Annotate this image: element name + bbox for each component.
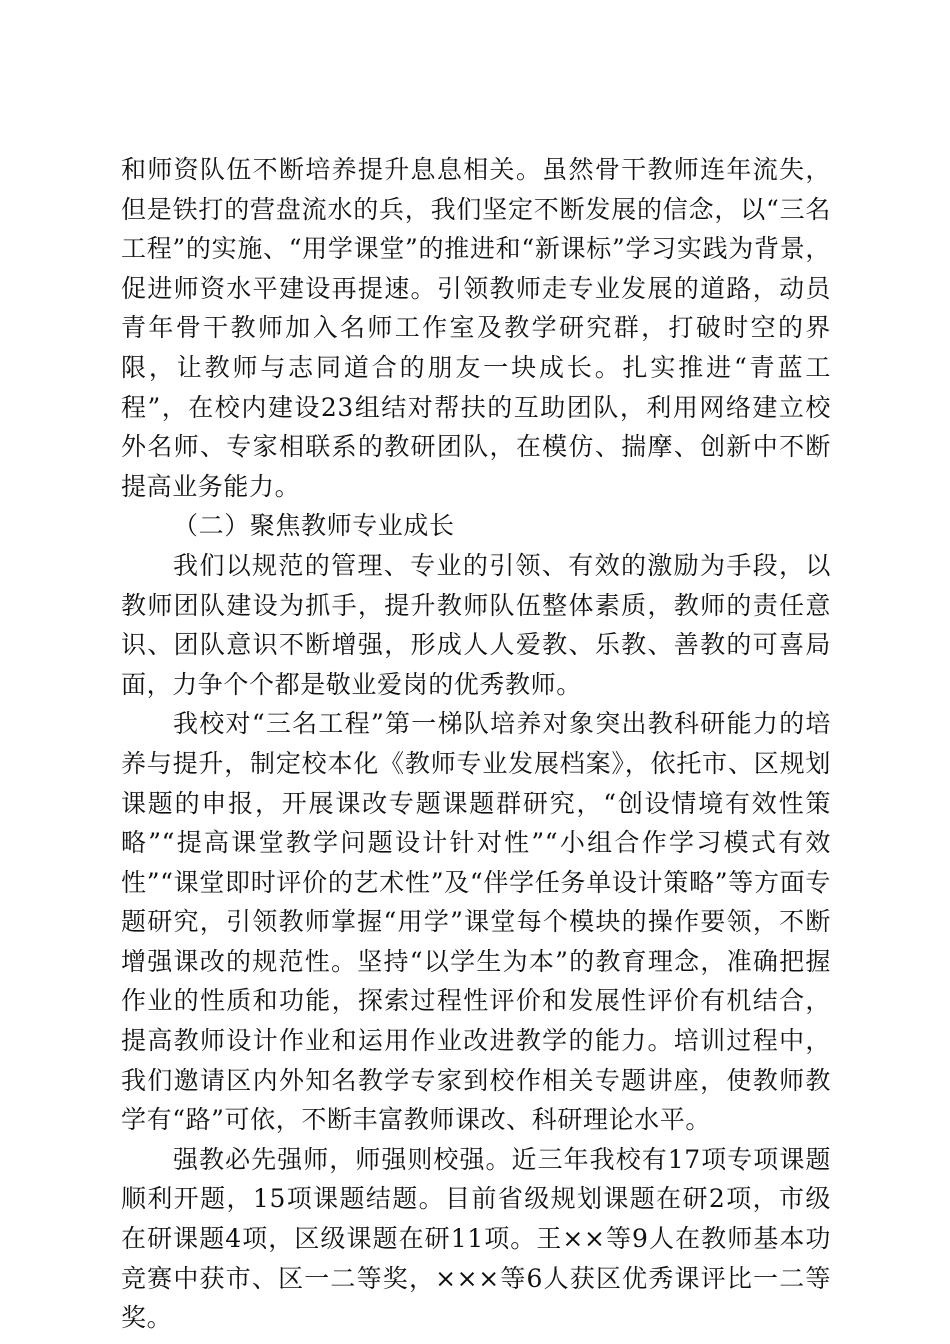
paragraph-team-building: 我们以规范的管理、专业的引领、有效的激励为手段，以教师团队建设为抓手，提升教师队伍整体素质，教师的责任意识、团队意识不断增强，形成人人爱教、乐教、善教的可喜局面，力争个个都是敬业爱岗的优秀教师。: [121, 550, 831, 699]
paragraph-research-training: 我校对“三名工程”第一梯队培养对象突出教科研能力的培养与提升，制定校本化《教师专业发展档案》，依托市、区规划课题的申报，开展课改专题课题群研究，“创设情境有效性策略”“提高课堂教学问题设计针对性”“小组合作学习模式有效性”“课堂即时评价的艺术性”及“伴学任务单设计策略”等方面专题研究，引领教师掌握“用学”课堂每个模块的操作要领，不断增强课改的规范性。坚持“以学生为本”的教育理念，准确把握作业的性质和功能，探索过程性评价和发展性评价有机结合，提高教师设计作业和运用作业改进教学的能力。培训过程中，我们邀请区内外知名教学专家到校作相关专题讲座，使教师教学有“路”可依，不断丰富教师课改、科研理论水平。: [121, 709, 831, 1135]
section-heading-professional-growth: （二）聚焦教师专业成长: [173, 511, 455, 541]
paragraph-teacher-team-growth: 和师资队伍不断培养提升息息相关。虽然骨干教师连年流失，但是铁打的营盘流水的兵，我们坚定不断发展的信念，以“三名工程”的实施、“用学课堂”的推进和“新课标”学习实践为背景，促进师资水平建设再提速。引领教师走专业发展的道路，动员青年骨干教师加入名师工作室及教学研究群，打破时空的界限，让教师与志同道合的朋友一块成长。扎实推进“青蓝工程”，在校内建设23组结对帮扶的互助团队，利用网络建立校外名师、专家相联系的教研团队，在模仿、揣摩、创新中不断提高业务能力。: [121, 155, 831, 501]
document-body: [121, 150, 831, 1338]
paragraph-achievements: 强教必先强师，师强则校强。近三年我校有17项专项课题顺利开题，15项课题结题。目前省级规划课题在研2项，市级在研课题4项，区级课题在研11项。王××等9人在教师基本功竞赛中获市、区一二等奖，×××等6人获区优秀课评比一二等奖。: [121, 1144, 831, 1333]
